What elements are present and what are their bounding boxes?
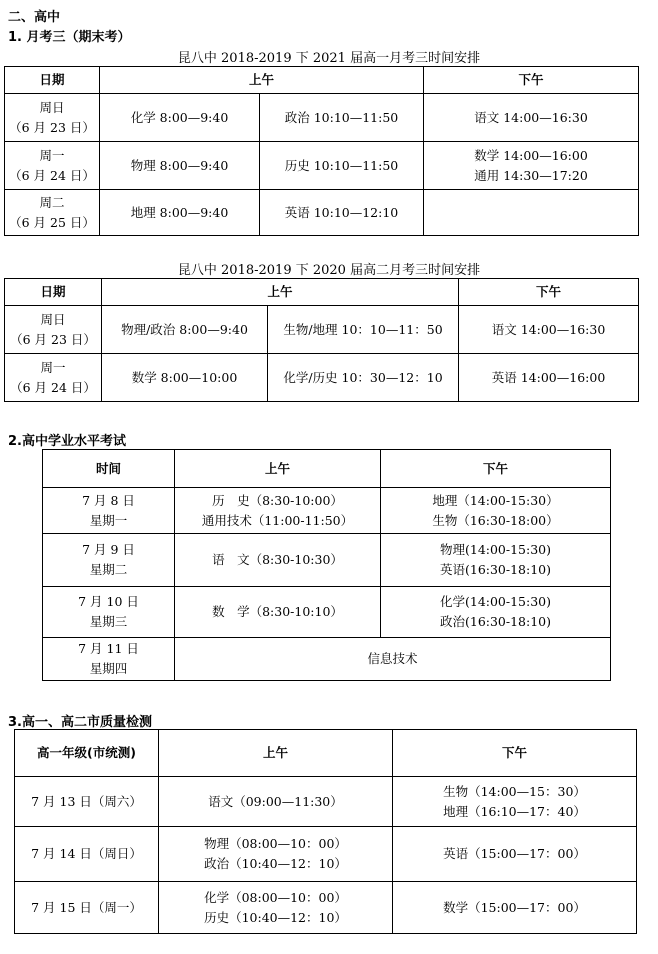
table1-header-pm: 下午 [424,67,639,94]
table-row [15,777,637,827]
table1-am2-cell: 历史 10:10—11:50 [260,142,424,190]
table-row [5,190,639,236]
table3-pm-cell: 化学(14:00-15:30) 政治(16:30-18:10) [381,587,611,638]
table-row [5,94,639,142]
table1 [4,66,639,236]
table2-header-am: 上午 [102,279,459,306]
table-row [5,306,639,354]
sub-heading-quality-test: 3.高一、高二市质量检测 [8,715,152,730]
table1-am2-cell: 政治 10:10—11:50 [260,94,424,142]
table3-pm-cell: 地理（14:00-15:30） 生物（16:30-18:00） [381,488,611,534]
table1-header-date: 日期 [5,67,100,94]
table3-header-pm: 下午 [381,450,611,488]
table4-date-cell: 7 月 15 日（周一） [15,882,159,934]
table1-header-am: 上午 [100,67,424,94]
table3-date-cell: 7 月 8 日 星期一 [43,488,175,534]
table4-date-cell: 7 月 14 日（周日） [15,827,159,882]
table1-am1-cell: 地理 8:00—9:40 [100,190,260,236]
table1-am1-cell: 化学 8:00—9:40 [100,94,260,142]
table-row [5,354,639,402]
table-row [43,488,611,534]
table-row [15,827,637,882]
table4-date-cell: 7 月 13 日（周六） [15,777,159,827]
table4-am-cell: 物理（08:00—10：00） 政治（10:40—12：10） [159,827,393,882]
table1-am1-cell: 物理 8:00—9:40 [100,142,260,190]
table3-date-cell: 7 月 10 日 星期三 [43,587,175,638]
table1-pm-cell: 数学 14:00—16:00 通用 14:30—17:20 [424,142,639,190]
table2-am1-cell: 物理/政治 8:00—9:40 [102,306,268,354]
table1-caption: 昆八中 2018-2019 下 2021 届高一月考三时间安排 [177,51,481,66]
table3-date-cell: 7 月 9 日 星期二 [43,534,175,587]
table3-am-cell: 历 史（8:30-10:00） 通用技术（11:00-11:50） [175,488,381,534]
table-row [5,142,639,190]
table4-header-grade: 高一年级(市统测) [15,730,159,777]
sub-heading-academic-exam: 2.高中学业水平考试 [8,434,126,449]
table4-am-cell: 化学（08:00—10：00） 历史（10:40—12：10） [159,882,393,934]
table3-date-cell: 7 月 11 日 星期四 [43,638,175,681]
table1-am2-cell: 英语 10:10—12:10 [260,190,424,236]
table3-merged-cell: 信息技术 [175,638,611,681]
table-row [43,534,611,587]
table1-date-cell: 周二 （6 月 25 日） [5,190,100,236]
table-row [43,638,611,681]
table3 [42,449,611,681]
table3-pm-cell: 物理(14:00-15:30) 英语(16:30-18:10) [381,534,611,587]
table2-header-pm: 下午 [459,279,639,306]
table2-pm-cell: 语文 14:00—16:30 [459,306,639,354]
table2-caption: 昆八中 2018-2019 下 2020 届高二月考三时间安排 [177,263,481,278]
table1-date-cell: 周日 （6 月 23 日） [5,94,100,142]
table2-pm-cell: 英语 14:00—16:00 [459,354,639,402]
table3-am-cell: 数 学（8:30-10:10） [175,587,381,638]
table1-date-cell: 周一 （6 月 24 日） [5,142,100,190]
table3-header-time: 时间 [43,450,175,488]
table2-am2-cell: 化学/历史 10：30—12：10 [268,354,459,402]
table2 [4,278,639,402]
table-row [15,882,637,934]
table4-pm-cell: 数学（15:00—17：00） [393,882,637,934]
table4-am-cell: 语文（09:00—11:30） [159,777,393,827]
table4 [14,729,637,934]
table3-header-am: 上午 [175,450,381,488]
table2-am2-cell: 生物/地理 10：10—11：50 [268,306,459,354]
table3-am-cell: 语 文（8:30-10:30） [175,534,381,587]
table2-date-cell: 周日 （6 月 23 日） [5,306,102,354]
table4-header-am: 上午 [159,730,393,777]
table2-am1-cell: 数学 8:00—10:00 [102,354,268,402]
sub-heading-monthly-exam: 1. 月考三（期末考） [8,30,131,45]
table2-header-date: 日期 [5,279,102,306]
table-row [43,587,611,638]
table4-pm-cell: 英语（15:00—17：00） [393,827,637,882]
table4-header-pm: 下午 [393,730,637,777]
table1-pm-cell: 语文 14:00—16:30 [424,94,639,142]
table4-pm-cell: 生物（14:00—15：30） 地理（16:10—17：40） [393,777,637,827]
table1-pm-cell [424,190,639,236]
table2-date-cell: 周一 （6 月 24 日） [5,354,102,402]
section-heading: 二、高中 [8,10,61,25]
